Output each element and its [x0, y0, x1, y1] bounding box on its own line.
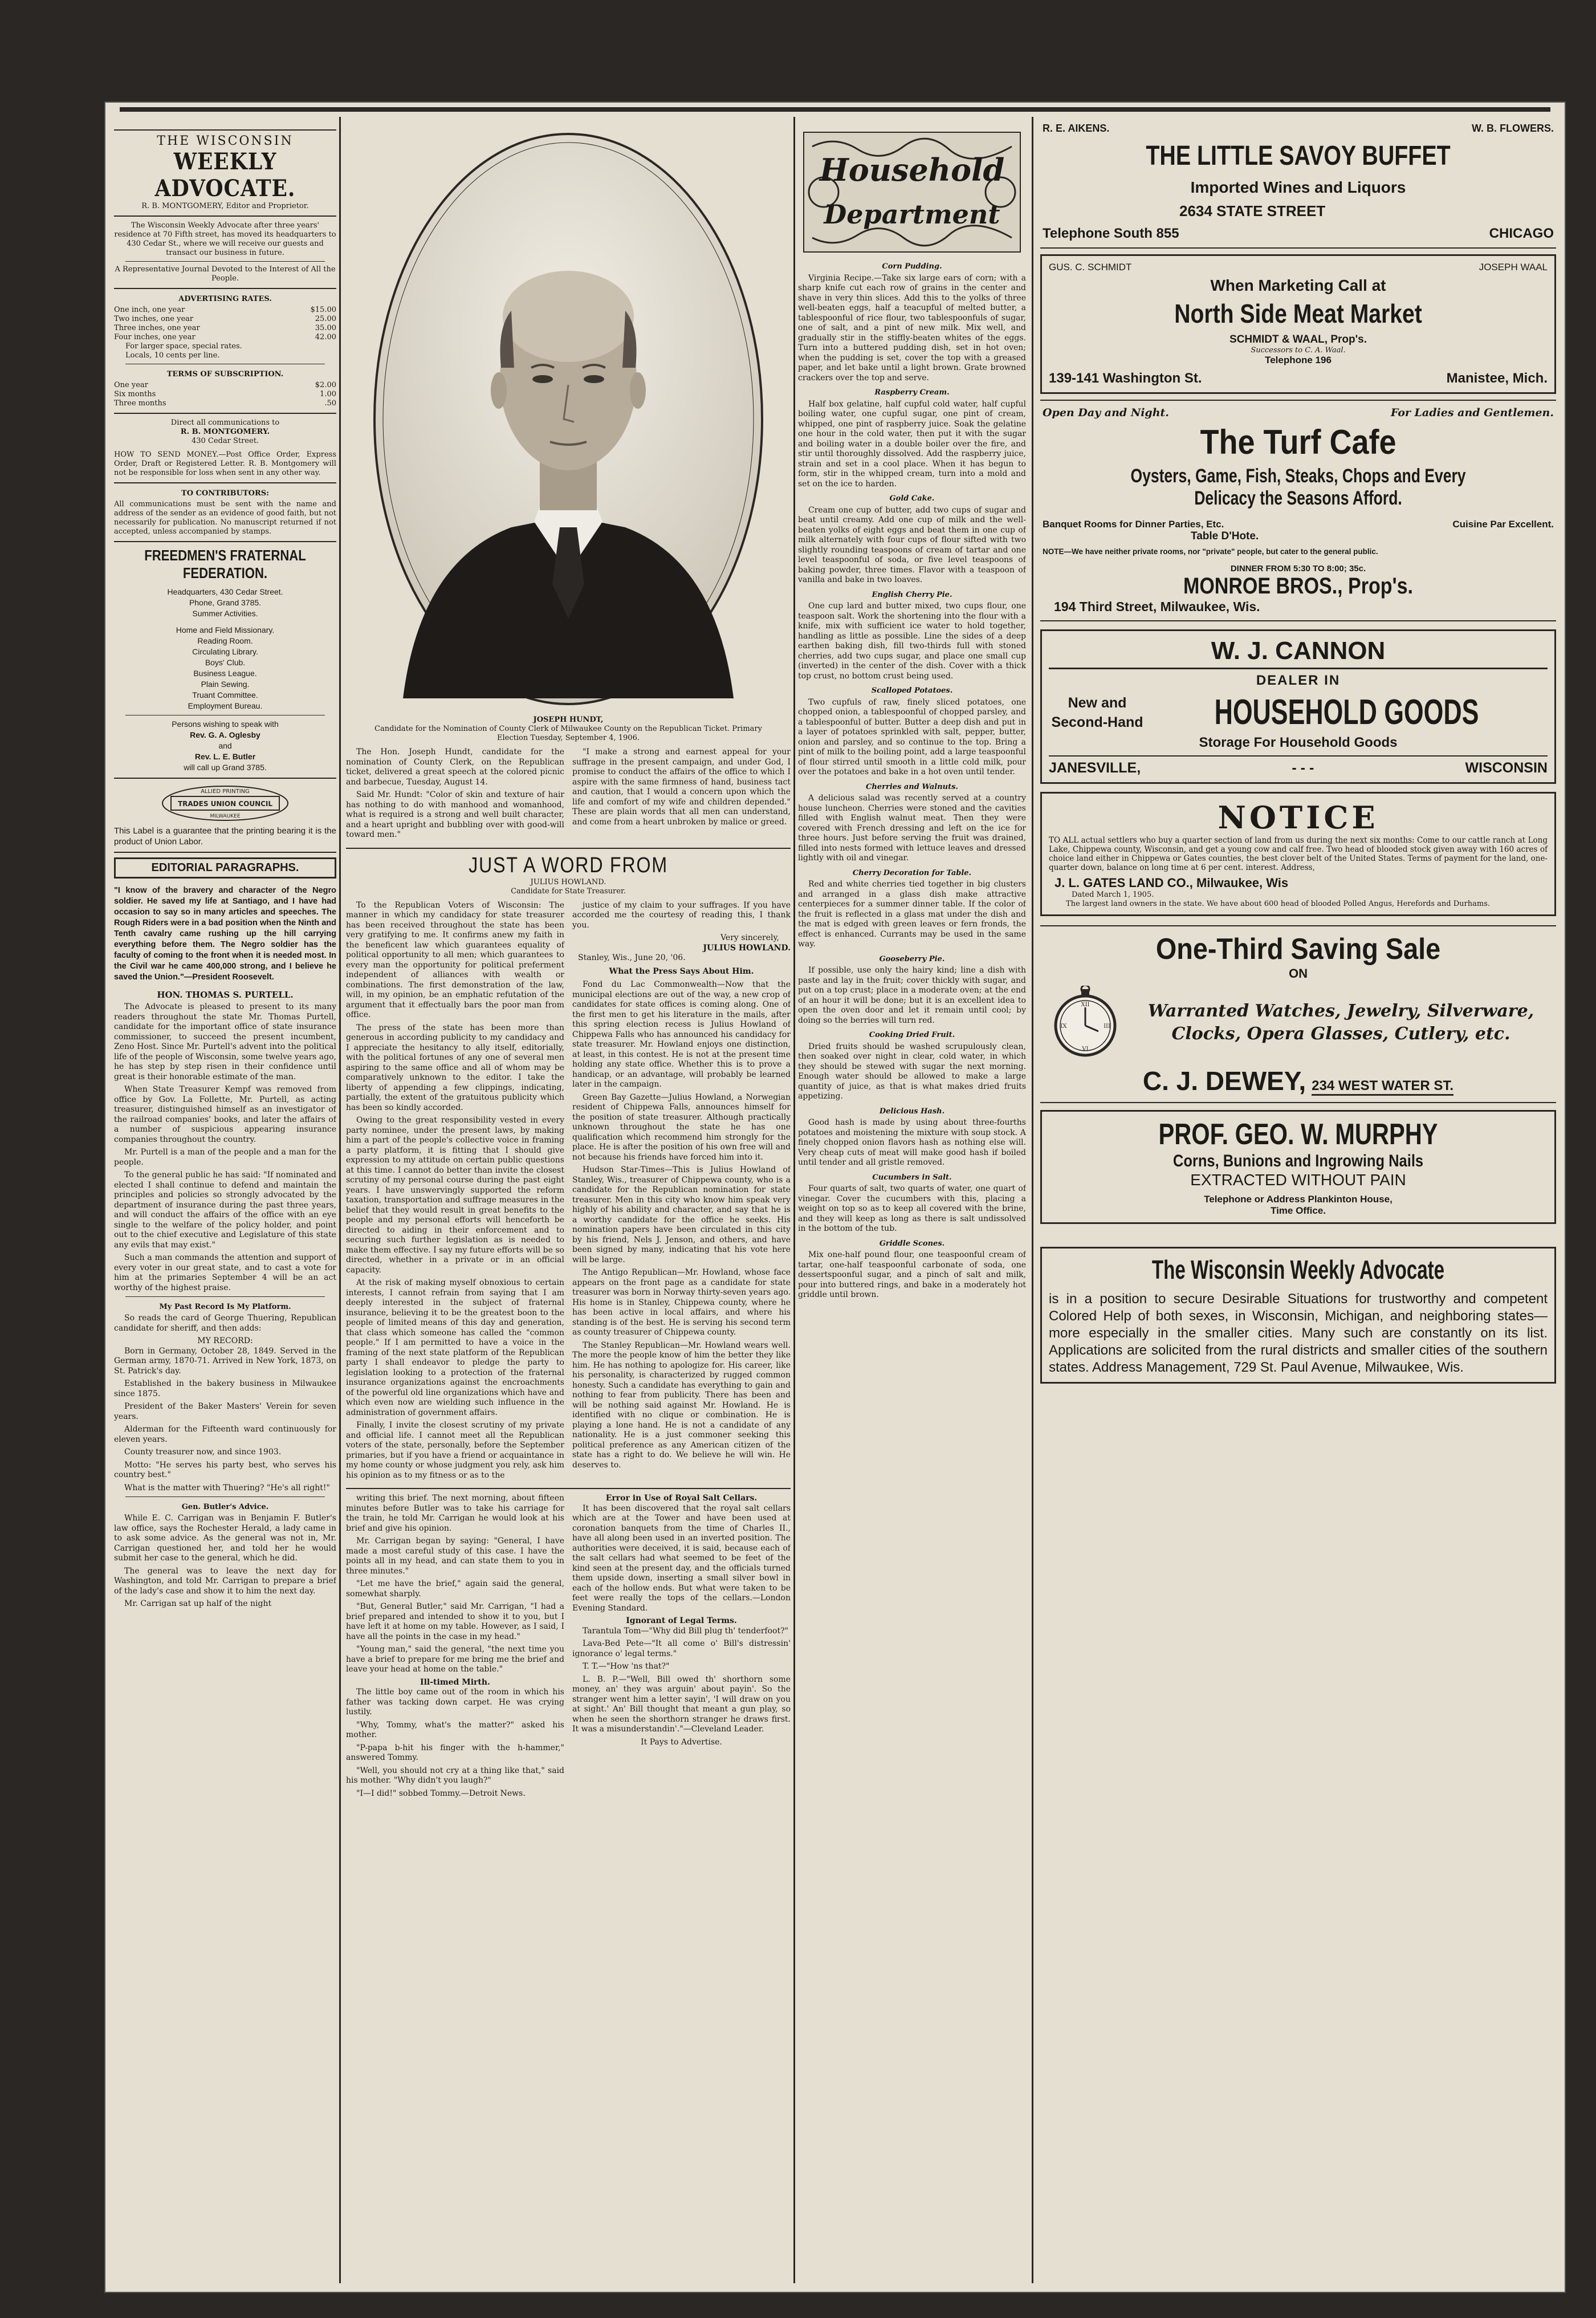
center-columns: JOSEPH HUNDT, Candidate for the Nomination of County Clerk of Milwaukee County on the Republican Ticket. Primary Election Tuesday, September 4, 1906. The Hon. Joseph Hundt, candidate for the nomination of County Clerk, on the Republican ticket, delivered a great speech at the colored picnic and barbecue, Tuesday, August 14. Said Mr. Hundt: "Color of skin and texture of hair has nothing to do with manhood and womanhood, what is required is a strong and well built character, and a heart upright and bubbling over with good-will toward men." "I make a strong and earnest appeal for your suffrage in the present campaign, and under God, I promise to conduct the affairs of the office to which I aspire with the same firmness of hand, business tact and caution, that I would a concern upon which the life and comfort of my wife and children depended." These are plain words that all men can understand, and come from a heart unbroken by malice or greed. JUST A WORD FROM JULIUS HOWLAND. Candidate for State Treasurer. To the Republican Voters of Wisconsin: The manner in which my candidacy for state treasurer has been received throughout the state has been very gratifying to me. It confirms anew my faith in the beneficent law which guarantees equality of political opportunity to all men; which guarantees to every man the opportunity for political preferment independent of alliances with wealth or combinations. The first demonstration of the law, will, in my opinion, be an emphatic refutation of the argument that it effectually bars the poor man from office. The press of the state has been more than generous in according publicity to my candidacy and I appreciate the hesitancy to ally itself, editorially, with the political fortunes of any one of several men aspiring to the same office and all of whom may be comparatively unknown to the editor. I take the liberty of appending a few clippings, indicating, partially, the extent of the gratuitous publicity which has been so kindly accorded. Owing to the great responsibility vested in every party nominee, under the present laws, by making him a part of the people's collective voice in framing a party platform, it is fitting that I should give expression to my attitude on certain public questions at this time. I cannot do better than invite the closest scrutiny of my personal course during the past eight years. I have unswervingly supported the reform taxation, transportation and suffrage measures in the belief that they would result in great benefits to the people and my personal efforts will henceforth be directed to aiding in their enforcement and to securing such further legislation as is needed to make them effective. I say my future efforts will be so directed, whether in a private or in an official capacity. At the risk of making myself obnoxious to certain interests, I cannot refrain from saying that I am deeply interested in the subject of fraternal insurance, believing it to be the greatest boon to the people of limited means of this day and generation, that class which someone has called the "common people." If I am permitted to have a voice in the framing of the next state platform of the Republican party I shall endeavor to pledge the party to legislation looking to a protection of the fraternal insurance organizations against the encroachments of the powerful old line organizations which have and which even now are wielding such influence in the administration of government affairs. Finally, I invite the closest scrutiny of my private and official life. I cannot meet all the Republican voters of the state, personally, before the September primaries, but if you have a friend or acquaintance in my home county or whose judgment you rely, ask him his opinion as to my fitness or as to the justice of my claim to your suffrages. If you have accorded me the courtesy of reading this, I thank you. Very sincerely, JULIUS HOWLAND. Stanley, Wis., June 20, '06. What the Press Says About Him. Fond du Lac Commonwealth—Now that the municipal elections are out of the way, a new crop of candidates for state offices is coming along. One of the first men to get his literature in the mails, after this spring election recess is Julius Howland of Chippewa Falls who has announced his candidacy for state treasurer. Mr. Howland enjoys one distinction, at least, in this contest. He is not at the present time holding any state office. Whether this is to prove a handicap, or an advantage, will probably be learned later in the campaign. Green Bay Gazette—Julius Howland, a Norwegian resident of Chippewa Falls, announces himself for the position of state treasurer. Although practically unknown throughout the state he has one qualification which recommend him strongly for the place. He is after the position of his own free will and not because his friends have forced him into it. Hudson Star-Times—This is Julius Howland of Stanley, Wis., treasurer of Chippewa county, who is a candidate for the Republican nomination for state treasurer. Men in this city who know him speak very highly of his ability and character, and say that he is a worthy candidate for the office he seeks. His nomination papers have been circulated in this city by his friend, Nels J. Jenson, and others, and have been signed by many, indicating that his vote here will be large. The Antigo Republican—Mr. Howland, whose face appears on the front page as a candidate for state treasurer was born in Norway thirty-seven years ago. His home is in Stanley, Chippewa county, where he has been active in local affairs, and where his standing is of the best. He is serving his second term as county treasurer of Chippewa county. The Stanley Republican—Mr. Howland wears well. The more the people know of him the better they like him. He has nothing to apologize for. His career, like his personality, is characterized by rugged common honesty. Such a candidate has everything to gain and nothing to fear from publicity. There has been and will be nothing said against Mr. Howland. He is identified with no clique or combination. He is playing a lone hand. He is not a candidate of any nationality. He is a just commoner seeking this political preference as any American citizen of the state has a right to do. We believe he will win. He deserves to. writing this brief. The next morning, about fifteen minutes before Butler was to take his carriage for the train, he told Mr. Carrigan he would look at his brief and give his opinion. Mr. Carrigan began by saying: "General, I have made a most careful study of this case. I have the points all in my head, and can state them to you in three minutes." "Let me have the brief," again said the general, somewhat sharply. "But, General Butler," said Mr. Carrigan, "I had a brief prepared and intended to show it to you, but I have left it at home on my table. However, as I said, I have all the points in the case in my head." "Young man," said the general, "the next time you have a brief to prepare for me bring me the brief and leave your head at home on the table." Ill-timed Mirth. The little boy came out of the room in which his father was tacking down carpet. He was crying lustily. "Why, Tommy, what's the matter?" asked his mother. "P-papa b-hit his finger with the h-hammer," answered Tommy. "Well, you should not cry at a thing like that," said his mother. "Why didn't you laugh?" "I—I did!" sobbed Tommy.—Detroit News. Error in Use of Royal Salt Cellars. It has been discovered that the royal salt cellars which are at the Tower and have been used at coronation banquets from the time of Charles II., have all along been used in an inverted position. The authorities were deceived, it is said, because each of the salt cellars had what seemed to be feet of the kind seen at the present day, and the officials turned them upside down, inserting a small silver bowl in each of the hollow ends. But what were taken to be feet were really the tops of the cellars.—London Evening Standard. Ignorant of Legal Terms. Tarantula Tom—"Why did Bill plug th' tenderfoot?" Lava-Bed Pete—"It all come o' Bill's distressin' ignorance o' legal terms." T. T.—"How 'ns that?" L. B. P.—"Well, Bill owed th' shorthorn some money, an' they was arguin' about payin'. So the stranger went him a letter sayin', 'I will draw on you at sight.' An' Bill thought that meant a gun play, so when he seen the shorthorn stranger he draws first. It was a misunderstandin'."—Cleveland Leader. It Pays to Advertise. [346, 117, 791, 2283]
union-label [114, 783, 336, 825]
svg-text:ALLIED PRINTING: ALLIED PRINTING [201, 788, 250, 795]
svg-text:XII: XII [1081, 1002, 1090, 1008]
ad-dewey: One-Third Saving Sale ON XII III VI IX Warranted Watches, Jewelry, Silverware, Clocks, Opera Glasses, Cutlery, etc. C. J. DEWEY, 234 WEST WATER ST. [1040, 925, 1556, 1103]
svg-text:III: III [1104, 1023, 1110, 1030]
purtell-article: The Advocate is pleased to present to its many readers throughout the state Mr. Thomas Purtell, candidate for the important office of state insurance commissioner, to succeed the present incumbent, Zeno Host. Since Mr. Purtell's advent into the political life of the people of Wisconsin, some twelve years ago, he has step by step risen in their confidence until great is their honorable estimate of the man. When State Treasurer Kempf was removed from office by Gov. La Follette, Mr. Purtell, as acting treasurer, distinguished himself as an investigator of the railroad companies' books, and later the affairs of a number of suspicious appearing insurance companies throughout the country. Mr. Purtell is a man of the people and a man for the people. To the general public he has said: "If nominated and elected I shall continue to defend and maintain the principles and policies so strongly advocated by the department of insurance during the past three years, and will conduct the affairs of the office with an eye single to the welfare of the policy holder, and point out to the chief executive and Legislature of this state any evils that may exist." Such a man commands the attention and support of every voter in our great state, and to cast a vote for him at the primaries September 4 will be an act worthy of the highest praise. [114, 1002, 336, 1292]
ads-column [1040, 117, 1556, 2283]
freedmen-info: Headquarters, 430 Cedar Street. Phone, Grand 3785. Summer Activities. Home and Field Missionary. Reading Room. Circulating Library. Boys' Club. Business League. Plain Sewing. Truant Committee. Employment Bureau. Persons wishing to speak with Rev. G. A. Oglesby and Rev. L. E. Butler will call up Grand 3785. [114, 587, 336, 773]
watch-icon [1043, 986, 1128, 1060]
ad-cannon: W. J. CANNON DEALER IN New and Second-Hand HOUSEHOLD GOODS Storage For Household Goods JANESVILLE, - - - WISCONSIN [1040, 629, 1556, 784]
portrait-caption: Candidate for the Nomination of County Clerk of Milwaukee County on the Republican Ticket. Primary Election Tuesday, September 4, 1906. [374, 725, 762, 742]
hundt-article: The Hon. Joseph Hundt, candidate for the nomination of County Clerk, on the Republican ticket, delivered a great speech at the colored picnic and barbecue, Tuesday, August 14. Said Mr. Hundt: "Color of skin and texture of hair has nothing to do with manhood and womanhood, what is required is a strong and well built character, and a heart upright and bubbling over with good-will toward men." "I make a strong and earnest appeal for your suffrage in the present campaign, and under God, I promise to conduct the affairs of the office to which I aspire with the same firmness of hand, business tact and caution, that I would a concern upon which the life and comfort of my wife and children depended." These are plain words that all men can understand, and come from a heart unbroken by malice or greed. [346, 747, 791, 839]
editorial-heading: EDITORIAL PARAGRAPHS. [114, 857, 336, 879]
recipes: Corn Pudding. Virginia Recipe.—Take six large ears of corn; with a sharp knife cut each row of grains in the center and shave in very thin slices. Add this to the yolks of three well-beaten eggs, half a teacupful of melted butter, a tablespoonful of rice flour, two tablespoonfuls of sugar, one of salt, and a pint of new milk. Mix well, and gradually stir in the stiffly-beaten whites of the eggs. Turn into a buttered pudding dish, set in hot oven; when the pudding is set, cover the top with a greased paper, and let bake until a light brown. Grate browned crackers over the top and serve. Raspberry Cream. Half box gelatine, half cupful cold water, half cupful boiling water, one cupful sugar, one pint of cream, whipped, one pint of raspberry juice. Soak the gelatine one hour in the cold water, then put it with the sugar and boiling water in a double boiler over the fire, and stir until thoroughly dissolved. Add the raspberry juice, strain and set in a cool place. When it has begun to form, stir in the whipped cream, turn into a mold and set on the ice to harden. Gold Cake. Cream one cup of butter, add two cups of sugar and beat until creamy. Add one cup of milk and the well-beaten yolks of eight eggs and beat them in one cup of milk alternately with four cups of flour sifted with two slightly rounding teaspoons of cream of tartar and one level teaspoonful of soda, or five level teaspoons of baking powder, three times. Flavor with a teaspoon of vanilla and bake in two loaves. English Cherry Pie. One cup lard and butter mixed, two cups flour, one teaspoon salt. Work the shortening into the flour with a knife, mix with sufficient ice water to hold together, handling as little as possible. Line the sides of a deep earthen baking dish, fill two-thirds full with stoned cherries, add two cups sugar, and place one small cup (inverted) in the center of the dish. Cover with a thick top crust, no bottom crust being used. Scalloped Potatoes. Two cupfuls of raw, finely sliced potatoes, one chopped onion, a tablespoonful of chopped parsley, and a tablespoonful of butter. Butter a deep dish and put in a layer of potatoes sprinkled with salt, pepper, butter, onion and parsley, and so continue to the top. Bring a pint of milk to the boiling point, add a large teaspoonful of flour stirred until smooth in a little cold milk, pour over the potatoes and bake in a hot oven until tender. Cherries and Walnuts. A delicious salad was recently served at a country house luncheon. Cherries were stoned and the cavities filled with English walnut meat. Then they were covered with French dressing and left on the ice for three hours. Just before serving the fruit was drained, filled into nests formed with lettuce leaves and dressed lightly with oil and vinegar. Cherry Decoration for Table. Red and white cherries tied together in big clusters and arranged in a glass dish make attractive centerpieces for a summer dinner table. If the color of the fruit is reflected in a glass mat under the dish and the mat is edged with green leaves or fern fronds, the effect is enhanced. Currants may be used in the same way. Gooseberry Pie. If possible, use only the hairy kind; line a dish with paste and lay in the fruit; cover thickly with sugar, and put on a top crust; place in a moderate oven; at the end of an hour it will be done; but it is an excellent idea to open the oven door and let it remain until cool; by doing so the berries will turn red. Cooking Dried Fruit. Dried fruits should be washed scrupulously clean, then soaked over night in clear, cold water, in which they should be stewed with sugar the next morning. Enough water should be allowed to make a large quantity of juice, as that is what makes dried fruits appetizing. Delicious Hash. Good hash is made by using about three-fourths potatoes and moistening the mixture with soup stock. A finely chopped onion flavors hash as nothing else will. Very cheap cuts of meat will make good hash if boiled until tender and all gristle removed. Cucumbers in Salt. Four quarts of salt, two quarts of water, one quart of vinegar. Cover the cucumbers with this, placing a weight on top so as to keep all covered with the brine, and they will keep as long as there is salt undissolved in the bottom of the tub. Griddle Scones. Mix one-half pound flour, one teaspoonful cream of tartar, one-half teaspoonful carbonate of soda, one dessertspoonful sugar, and a pinch of salt and milk, pour into buttered rings, and bake in a moderately hot griddle until brown. [798, 262, 1026, 1299]
portrait-name: JOSEPH HUNDT, [533, 715, 604, 724]
moved-notice: The Wisconsin Weekly Advocate after three years' residence at 70 Fifth street, has moved its headquarters to 430 Cedar St., where we will receive our guests and transact our business in future. [114, 221, 336, 257]
rate-row: Two inches, one year 25.00 [114, 315, 336, 323]
union-label-icon [160, 783, 291, 823]
ad-savoy: R. E. AIKENS. W. B. FLOWERS. THE LITTLE SAVOY BUFFET Imported Wines and Liquors 2634 STATE STREET Telephone South 855 CHICAGO [1040, 117, 1556, 249]
rate-row: Four inches, one year 42.00 [114, 333, 336, 341]
howland-article: To the Republican Voters of Wisconsin: The manner in which my candidacy for state treasurer has been received throughout the state has been very gratifying to me. It confirms anew my faith in the beneficent law which guarantees equality of political opportunity to all men; which guarantees to every man the opportunity for political preferment independent of alliances with wealth or combinations. The first demonstration of the law, will, in my opinion, be an emphatic refutation of the argument that it effectually bars the poor man from office. The press of the state has been more than generous in according publicity to my candidacy and I appreciate the hesitancy to ally itself, editorially, with the political fortunes of any one of several men aspiring to the same office and all of whom may be comparatively unknown to the editor. I take the liberty of appending a few clippings, indicating, partially, the extent of the gratuitous publicity which has been so kindly accorded. Owing to the great responsibility vested in every party nominee, under the present laws, by making him a part of the people's collective voice in framing a party platform, it is fitting that I should give expression to my attitude on certain public questions at this time. I cannot do better than invite the closest scrutiny of my personal course during the past eight years. I have unswervingly supported the reform taxation, transportation and suffrage measures in the belief that they would result in great benefits to the people and my personal efforts will henceforth be directed to aiding in their enforcement and to securing such further legislation as is needed to make them effective. I say my future efforts will be so directed, whether in a private or in an official capacity. At the risk of making myself obnoxious to certain interests, I cannot refrain from saying that I am deeply interested in the subject of fraternal insurance, believing it to be the greatest boon to the people of limited means of this day and generation, that class which someone has called the "common people." If I am permitted to have a voice in the framing of the next state platform of the Republican party I shall endeavor to pledge the party to legislation looking to a protection of the fraternal insurance organizations against the encroachments of the powerful old line organizations which have and which even now are wielding such influence in the administration of government affairs. Finally, I invite the closest scrutiny of my private and official life. I cannot meet all the Republican voters of the state, personally, before the September primaries, but if you have a friend or acquaintance in my home county or whose judgment you rely, ask him his opinion as to my fitness or as to the justice of my claim to your suffrages. If you have accorded me the courtesy of reading this, I thank you. Very sincerely, JULIUS HOWLAND. Stanley, Wis., June 20, '06. What the Press Says About Him. Fond du Lac Commonwealth—Now that the municipal elections are out of the way, a new crop of candidates for state offices is coming along. One of the first men to get his literature in the mails, after this spring election recess is Julius Howland of Chippewa Falls who has announced his candidacy for state treasurer. Mr. Howland enjoys one distinction, at least, in this contest. He is not at the present time holding any state office. Whether this is to prove a handicap, or an advantage, will probably be learned later in the campaign. Green Bay Gazette—Julius Howland, a Norwegian resident of Chippewa Falls, announces himself for the position of state treasurer. Although practically unknown throughout the state he has one qualification which recommend him strongly for the place. He is after the position of his own free will and not because his friends have forced him into it. Hudson Star-Times—This is Julius Howland of Stanley, Wis., treasurer of Chippewa county, who is a candidate for the Republican nomination for state treasurer. Men in this city who know him speak very highly of his ability and character, and say that he is a worthy candidate for the office he seeks. His nomination papers have been circulated in this city by his friend, Nels J. Jenson, and others, and have been signed by many, indicating that his vote here will be large. The Antigo Republican—Mr. Howland, whose face appears on the front page as a candidate for state treasurer was born in Norway thirty-seven years ago. His home is in Stanley, Chippewa county, where he has been active in local affairs, and where his standing is of the best. He is serving his second term as county treasurer of Chippewa county. The Stanley Republican—Mr. Howland wears well. The more the people know of him the better they like him. He has nothing to apologize for. His career, like his personality, is characterized by rugged common honesty. Such a candidate has everything to gain and nothing to fear from publicity. There has been and will be nothing said against Mr. Howland. He is identified with no clique or combination. He is playing a lone hand. He is not a candidate of any nationality. He is a just commoner seeking this political preference as any American citizen of the state has a right to do. We believe he will win. He deserves to. [346, 900, 791, 1480]
tagline: A Representative Journal Devoted to the Interest of All the People. [115, 265, 336, 283]
record-article: So reads the card of George Thuering, Republican candidate for sheriff, and then adds: MY RECORD: Born in Germany, October 28, 1849. Served in the German army, 1870-71. Arrived in New York, 1873, on St. Patrick's day. Established in the bakery business in Milwaukee since 1875. President of the Baker Masters' Verein for seven years. Alderman for the Fifteenth ward continuously for eleven years. County treasurer now, and since 1903. Motto: "He serves his party best, who serves his country best." What is the matter with Thuering? "He's all right!" [114, 1313, 336, 1493]
ad-turf-cafe: Open Day and Night. For Ladies and Gentlemen. The Turf Cafe Oysters, Game, Fish, Steaks, Chops and Every Delicacy the Seasons Afford. Banquet Rooms for Dinner Parties, Etc. Cuisine Par Excellent. Table D'Hote. NOTE—We have neither private rooms, nor "private" people, but cater to the general public. DINNER FROM 5:30 TO 8:00; 35c. MONROE BROS., Prop's. 194 Third Street, Milwaukee, Wis. [1040, 400, 1556, 621]
roosevelt-quote: "I know of the bravery and character of the Negro soldier. He saved my life at Santiago, and I have had occasion to say so in many articles and speeches. The Rough Riders were in a bad position when the Ninth and Tenth cavalry came rushing up the hill carrying everything before them. The Negro soldier has the faculty of coming to the front when it is needed most. In the Civil war he came 400,000 strong, and I believe he saved the Union."—President Roosevelt. [114, 886, 336, 982]
advertising-heading: ADVERTISING RATES. [178, 295, 272, 303]
union-guarantee: This Label is a guarantee that the printing bearing it is the product of Union Labor. [114, 826, 336, 847]
household-column [798, 117, 1026, 2283]
ad-advocate-help: The Wisconsin Weekly Advocate is in a position to secure Desirable Situations for trustworthy and competent Colored Help of both sexes, in Wisconsin, Michigan, and neighboring states—more especially in the smaller cities. Many such are constantly on its list. Applications are solicited from the rural districts and smaller cities of the southern states. Address Management, 729 St. Paul Avenue, Milwaukee, Wis. [1040, 1247, 1556, 1384]
editor-line: R. B. MONTGOMERY, Editor and Proprietor. [141, 202, 309, 210]
svg-text:Department: Department [824, 199, 1000, 230]
advertising-rates: One inch, one year $15.00 Two inches, one year 25.00 Three inches, one year 35.00 Four inches, one year 42.00 For larger space, special rates. Locals, 10 cents per line. [114, 306, 336, 360]
top-rule [120, 107, 1550, 112]
subscription-rates [114, 381, 336, 408]
rate-row: One year $2.00 [114, 381, 336, 389]
household-logo [798, 129, 1026, 257]
portrait-photo [369, 128, 768, 710]
svg-text:Household: Household [819, 152, 1005, 188]
ad-notice: NOTICE TO ALL actual settlers who buy a quarter section of land from us during the next six months: Come to our cattle ranch at Long Lake, Chippewa county, Wisconsin, and get a young cow and calf free. Two head of blooded stock given away with 160 acres of choice land either in Chippewa or Gates counties, the best clover belt of the United States. Terms of payment for the land, one-quarter down, balance on long time at 6 per cent. interest. Address, J. L. GATES LAND CO., Milwaukee, Wis Dated March 1, 1905. The largest land owners in the state. We have about 600 head of blooded Polled Angus, Herefords and Durhams. [1040, 792, 1556, 916]
masthead-column: THE WISCONSIN WEEKLY ADVOCATE. R. B. MONTGOMERY, Editor and Proprietor. The Wisconsin Weekly Advocate after three years' residence at 70 Fifth street, has moved its headquarters to 430 Cedar St., where we will receive our guests and transact our business in future. A Representative Journal Devoted to the Interest of All the People. ADVERTISING RATES. One inch, one year $15.00 Two inches, one year 25.00 Three inches, one year 35.00 Four inches, one year 42.00 For larger space, special rates. Locals, 10 cents per line. TERMS OF SUBSCRIPTION. One year $2.00 Six months 1.00 Three months .50 Direct all communications to R. B. MONTGOMERY. 430 Cedar Street. HOW TO SEND MONEY.—Post Office Order, Express Order, Draft or Registered Letter. R. B. Montgomery will not be responsible for loss when sent in any other way. TO CONTRIBUTORS: All communications must be sent with the name and address of the sender as an evidence of good faith, but not necessarily for publication. No manuscript returned if not accepted, unless accompanied by stamps. FREEDMEN'S FRATERNAL FEDERATION. Headquarters, 430 Cedar Street. Phone, Grand 3785. Summer Activities. Home and Field Missionary. Reading Room. Circulating Library. Boys' Club. Business League. Plain Sewing. Truant Committee. Employment Bureau. Persons wishing to speak with Rev. G. A. Oglesby and Rev. L. E. Butler will call up Grand 3785. TRADES UNION COUNCIL ALLIED PRINTING MILWAUKEE This Label is a guarantee that the printing bearing it is the product of Union Labor. EDITORIAL PARAGRAPHS. "I know of the bravery and character of the Negro soldier. He saved my life at Santiago, and I have had occasion to say so in many articles and speeches. The Rough Riders were in a bad position when the Ninth and Tenth cavalry came rushing up the hill carrying everything before them. The Negro soldier has the faculty of coming to the front when it is needed most. In the Civil war he came 400,000 strong, and I believe he saved the Union."—President Roosevelt. HON. THOMAS S. PURTELL. The Advocate is pleased to present to its many readers throughout the state Mr. Thomas Purtell, candidate for the important office of state insurance commissioner, to succeed the present incumbent, Zeno Host. Since Mr. Purtell's advent into the political life of the people of Wisconsin, some twelve years ago, he has step by step risen in their confidence until great is their honorable estimate of the man. When State Treasurer Kempf was removed from office by Gov. La Follette, Mr. Purtell, as acting treasurer, distinguished himself as an investigator of the railroad companies' books, and later the affairs of a number of suspicious appearing insurance companies throughout the country. Mr. Purtell is a man of the people and a man for the people. To the general public he has said: "If nominated and elected I shall continue to defend and maintain the principles and policies so strongly advocated by the department of insurance during the past three years, and will conduct the affairs of the office with an eye single to the welfare of the policy holder, and point out to the chief executive and Legislature of this state any evils that may exist." Such a man commands the attention and support of every voter in our great state, and to cast a vote for him at the primaries September 4 will be an act worthy of the highest praise. My Past Record Is My Platform. So reads the card of George Thuering, Republican candidate for sheriff, and then adds: MY RECORD: Born in Germany, October 28, 1849. Served in the German army, 1870-71. Arrived in New York, 1873, on St. Patrick's day. Established in the bakery business in Milwaukee since 1875. President of the Baker Masters' Verein for seven years. Alderman for the Fifteenth ward continuously for eleven years. County treasurer now, and since 1903. Motto: "He serves his party best, who serves his country best." What is the matter with Thuering? "He's all right!" Gen. Butler's Advice. While E. C. Carrigan was in Benjamin F. Butler's law office, says the Rochester Herald, a lady came in to ask some advice. As the general was not in, Mr. Carrigan questioned her, and told her he would submit her case to the general, which he did. The general was to leave the next day for Washington, and told Mr. Carrigan to prepare a brief of the lady's case and show it to him the next day. Mr. Carrigan sat up half of the night [114, 117, 336, 2283]
subscription-heading: TERMS OF SUBSCRIPTION. [166, 370, 284, 379]
rate-row: Three inches, one year 35.00 [114, 324, 336, 332]
howland-heading: JUST A WORD FROM [469, 853, 668, 877]
svg-text:VI: VI [1082, 1046, 1089, 1052]
household-logo-icon [801, 129, 1023, 255]
contributors-note: All communications must be sent with the name and address of the sender as an evidence of good faith, but not necessarily for publication. No manuscript returned if not accepted, unless accompanied by stamps. [114, 500, 336, 536]
lower-center-articles: writing this brief. The next morning, about fifteen minutes before Butler was to take his carriage for the train, he told Mr. Carrigan he would look at his brief and give his opinion. Mr. Carrigan began by saying: "General, I have made a most careful study of this case. I have the points all in my head, and can state them to you in three minutes." "Let me have the brief," again said the general, somewhat sharply. "But, General Butler," said Mr. Carrigan, "I had a brief prepared and intended to show it to you, but I have left it at home on my table. However, as I said, I have all the points in the case in my head." "Young man," said the general, "the next time you have a brief to prepare for me bring me the brief and leave your head at home on the table." Ill-timed Mirth. The little boy came out of the room in which his father was tacking down carpet. He was crying lustily. "Why, Tommy, what's the matter?" asked his mother. "P-papa b-hit his finger with the h-hammer," answered Tommy. "Well, you should not cry at a thing like that," said his mother. "Why didn't you laugh?" "I—I did!" sobbed Tommy.—Detroit News. Error in Use of Royal Salt Cellars. It has been discovered that the royal salt cellars which are at the Tower and have been used at coronation banquets from the time of Charles II., have all along been used in an inverted position. The authorities were deceived, it is said, because each of the salt cellars had what seemed to be feet of the kind seen at the present day, and the officials turned them upside down, inserting a small silver bowl in each of the hollow ends. But what were taken to be feet were really the tops of the cellars.—London Evening Standard. Ignorant of Legal Terms. Tarantula Tom—"Why did Bill plug th' tenderfoot?" Lava-Bed Pete—"It all come o' Bill's distressin' ignorance o' legal terms." T. T.—"How 'ns that?" L. B. P.—"Well, Bill owed th' shorthorn some money, an' they was arguin' about payin'. So the stranger went him a letter sayin', 'I will draw on you at sight.' An' Bill thought that meant a gun play, so when he seen the shorthorn stranger he draws first. It was a misunderstandin'."—Cleveland Leader. It Pays to Advertise. [346, 1494, 791, 1798]
rate-row: One inch, one year $15.00 [114, 306, 336, 314]
ad-murphy: PROF. GEO. W. MURPHY Corns, Bunions and Ingrowing Nails EXTRACTED WITHOUT PAIN Telephone or Address Plankinton House, Time Office. [1040, 1110, 1556, 1224]
send-money-note: HOW TO SEND MONEY.—Post Office Order, Express Order, Draft or Registered Letter. R. B. Montgomery will not be responsible for loss when sent in any other way. [114, 450, 336, 477]
masthead-title: WEEKLY ADVOCATE. [154, 148, 296, 202]
svg-text:MILWAUKEE: MILWAUKEE [210, 814, 241, 819]
svg-text:IX: IX [1060, 1023, 1067, 1030]
svg-text:TRADES UNION COUNCIL: TRADES UNION COUNCIL [177, 800, 273, 808]
freedmen-title: FREEDMEN'S FRATERNAL [144, 547, 306, 564]
newspaper-page [105, 103, 1565, 2292]
butler-article: While E. C. Carrigan was in Benjamin F. Butler's law office, says the Rochester Herald, a lady came in to ask some advice. As the general was not in, Mr. Carrigan questioned her, and told her he would submit her case to the general, which he did. The general was to leave the next day for Washington, and told Mr. Carrigan to prepare a brief of the lady's case and show it to him the next day. Mr. Carrigan sat up half of the night [114, 1514, 336, 1608]
rate-row: Six months 1.00 [114, 390, 336, 398]
rate-row: Three months .50 [114, 399, 336, 408]
ad-meat-market: GUS. C. SCHMIDT JOSEPH WAAL When Marketing Call at North Side Meat Market SCHMIDT & WAAL, Prop's. Successors to C. A. Waal. Telephone 196 139-141 Washington St. Manistee, Mich. [1040, 254, 1556, 394]
portrait-image [346, 128, 791, 712]
masthead-pre: THE WISCONSIN [157, 134, 294, 148]
